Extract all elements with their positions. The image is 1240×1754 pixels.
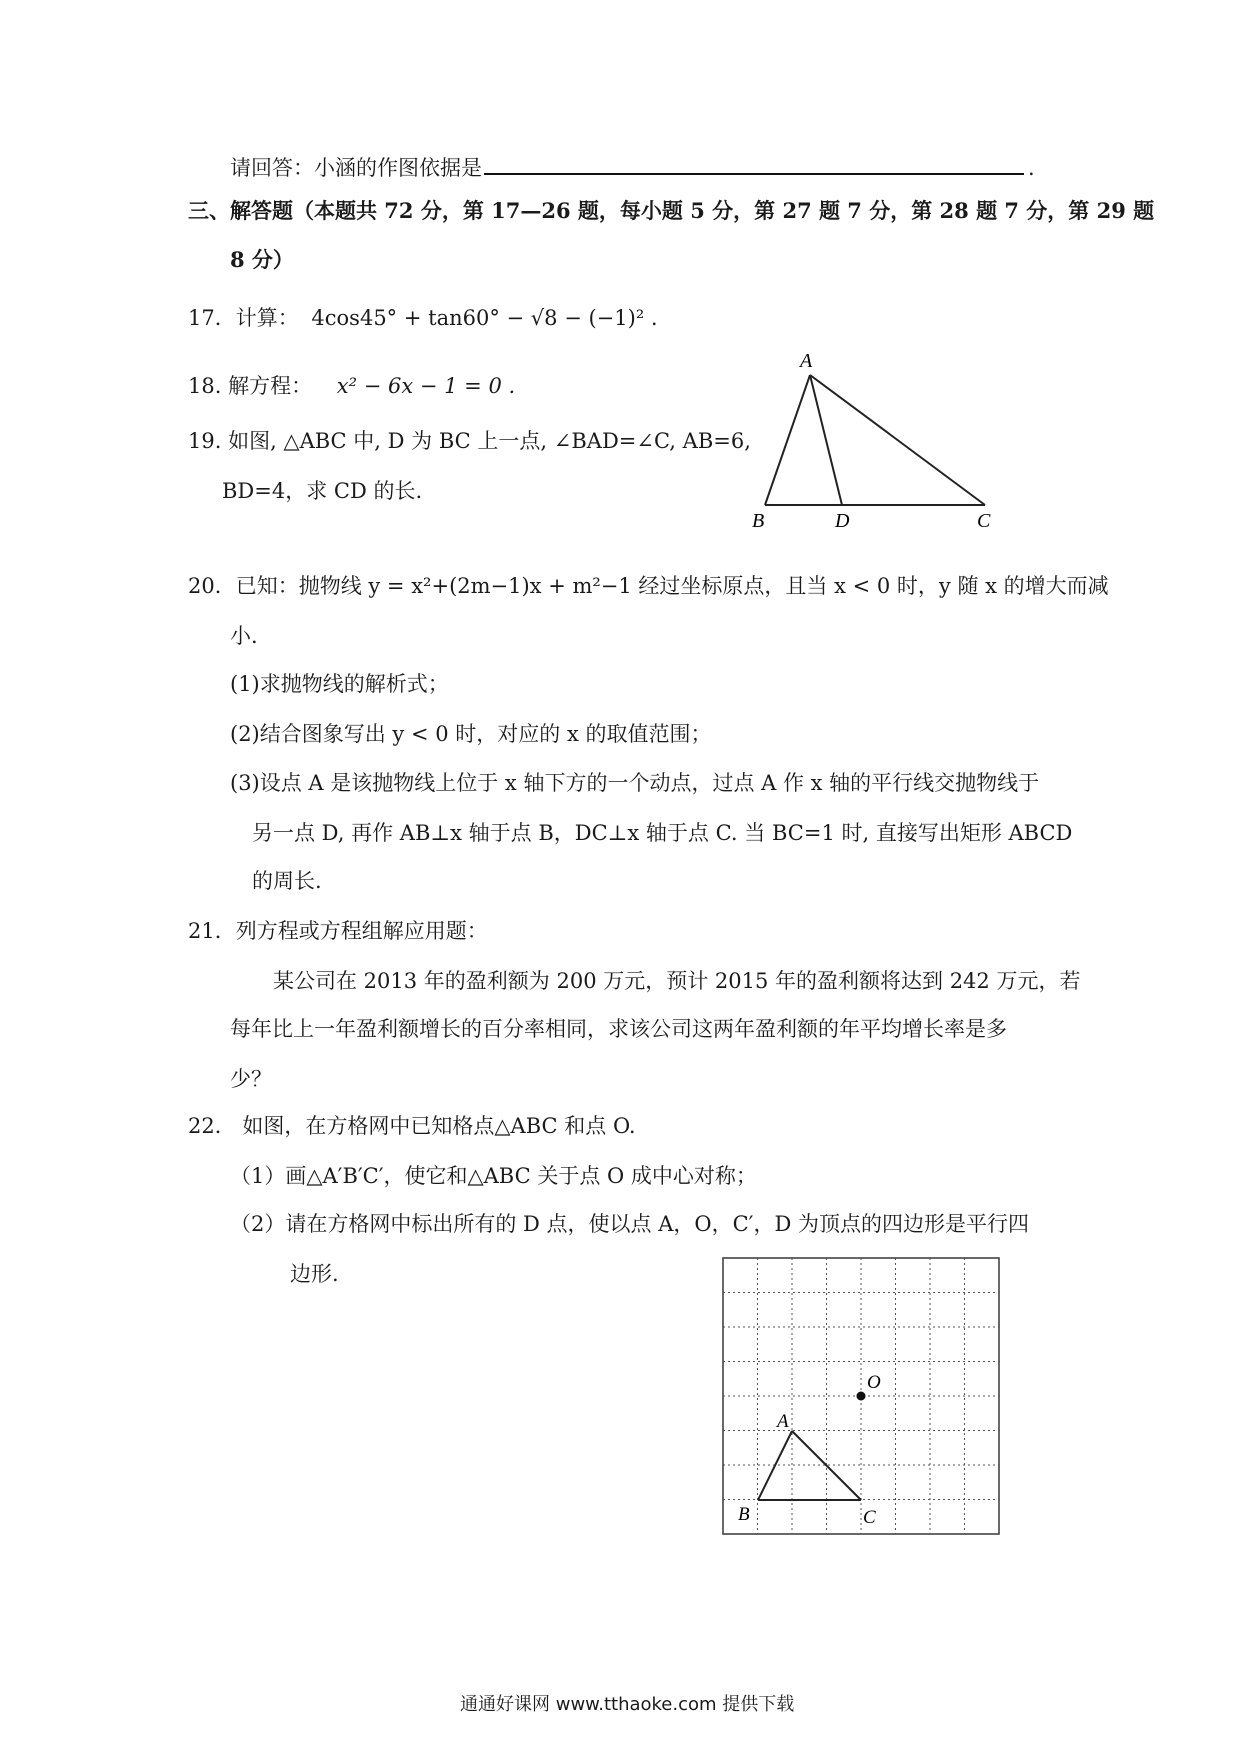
label-c: C — [977, 510, 991, 530]
q16-answer-line — [230, 152, 1035, 182]
q18-equation: x² − 6x − 1 = 0 . — [336, 374, 516, 398]
q17-expression: 4cos45° + tan60° − √8 − (−1)² . — [311, 306, 658, 330]
q17 — [188, 302, 658, 332]
q19-line2: BD=4，求 CD 的长. — [222, 479, 423, 503]
q17-num: 17． — [188, 306, 236, 330]
q22-part2-line2: 边形. — [290, 1262, 339, 1286]
segment-ab — [765, 375, 810, 505]
q21-line3: 每年比上一年盈利额增长的百分率相同，求该公司这两年盈利额的年平均增长率是多 — [230, 1017, 1007, 1041]
point-o — [857, 1392, 866, 1401]
label-o: O — [867, 1372, 881, 1393]
label-a: A — [800, 350, 813, 372]
label-a: A — [777, 1411, 789, 1432]
q16-prompt: 请回答：小涵的作图依据是 — [230, 156, 482, 180]
q20-part2: (2)结合图象写出 y < 0 时，对应的 x 的取值范围； — [230, 722, 712, 746]
section3-title: 三、解答题（本题共 72 分，第 17—26 题，每小题 5 分，第 27 题 7 分，第 28 题 7 分，第 29 题 — [188, 198, 1155, 223]
q19-line1: 19. 如图, △ABC 中, D 为 BC 上一点, ∠BAD=∠C, AB=6, — [188, 429, 751, 453]
q21-line2: 某公司在 2013 年的盈利额为 200 万元，预计 2015 年的盈利额将达到 242 万元，若 — [273, 969, 1081, 993]
label-d: D — [835, 510, 850, 530]
q22-part2-line1: （2）请在方格网中标出所有的 D 点，使以点 A，O，C′，D 为顶点的四边形是平行四 — [230, 1212, 1029, 1236]
q17-label: 计算： — [235, 306, 299, 330]
q21-line4: 少？ — [230, 1067, 272, 1091]
q22-line1: 22． 如图，在方格网中已知格点△ABC 和点 O. — [188, 1114, 636, 1138]
q21-line1: 21．列方程或方程组解应用题： — [188, 919, 488, 943]
q20-part3-line3: 的周长. — [252, 869, 322, 893]
q18-label: 解方程： — [228, 374, 313, 398]
q22-part1: （1）画△A′B′C′，使它和△ABC 关于点 O 成中心对称； — [230, 1164, 757, 1188]
q20-line1: 20．已知：抛物线 y = x²+(2m−1)x + m²−1 经过坐标原点，且当 x < 0 时，y 随 x 的增大而减 — [188, 574, 1109, 598]
q16-end: . — [1028, 156, 1035, 180]
q19-triangle-figure — [740, 345, 1010, 530]
label-c: C — [863, 1507, 876, 1528]
q18-num: 18. — [188, 374, 222, 398]
section3-title-cont: 8 分） — [230, 247, 294, 272]
q22-grid-figure — [720, 1255, 1010, 1545]
q20-part3-line2: 另一点 D, 再作 AB⊥x 轴于点 B，DC⊥x 轴于点 C. 当 BC=1 时, 直接写出矩形 ABCD — [252, 821, 1073, 845]
q20-part3-line1: (3)设点 A 是该抛物线上位于 x 轴下方的一个动点，过点 A 作 x 轴的平行线交抛物线于 — [230, 771, 1040, 795]
q20-line2: 小. — [230, 624, 258, 648]
label-b: B — [738, 1504, 750, 1525]
page-footer: 通通好课网 www.tthaoke.com 提供下载 — [460, 1694, 795, 1715]
q18 — [188, 370, 515, 400]
label-b: B — [752, 510, 765, 530]
answer-blank — [484, 153, 1024, 175]
q20-part1: (1)求抛物线的解析式； — [230, 672, 449, 696]
